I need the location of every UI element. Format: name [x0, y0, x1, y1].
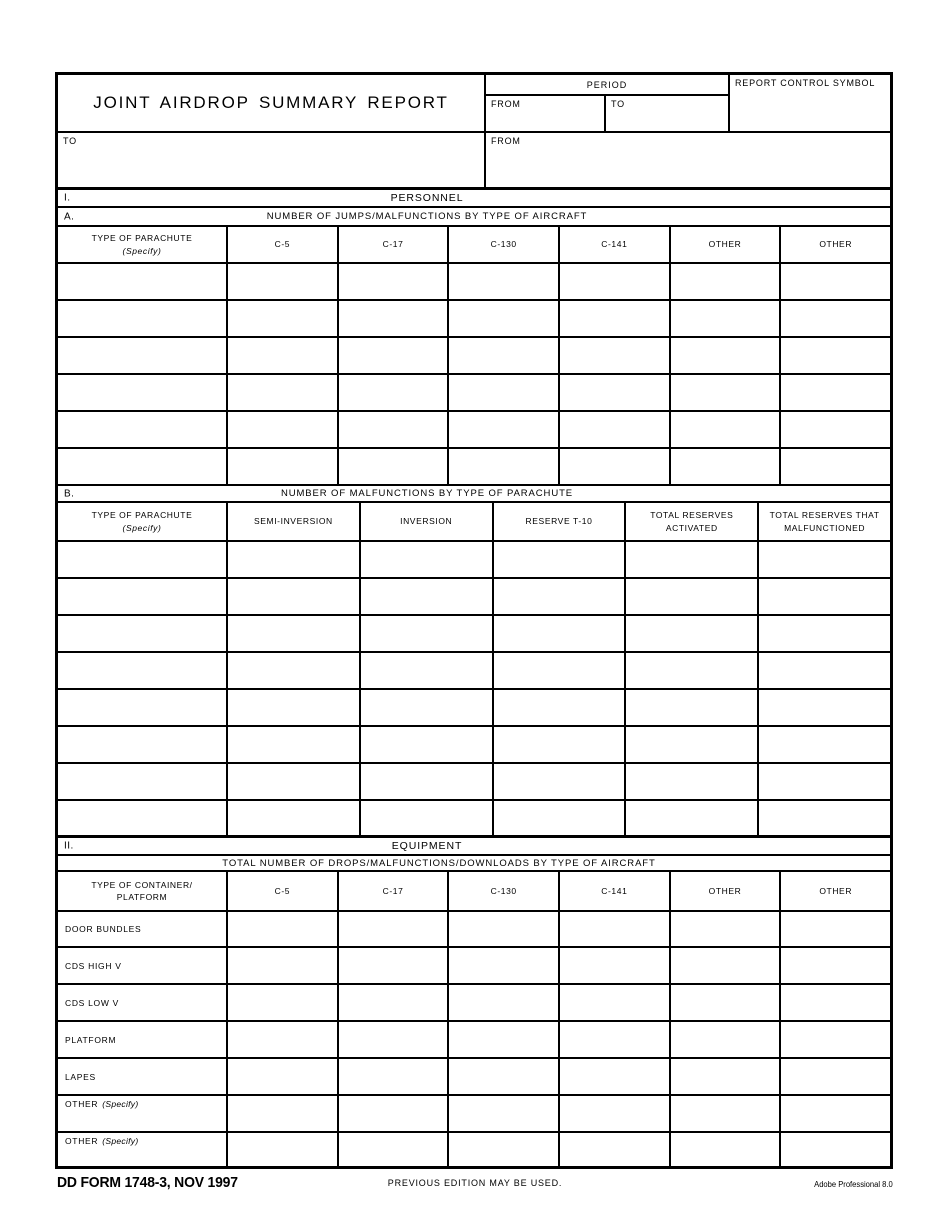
input-cell[interactable] [359, 764, 492, 799]
period-from-field[interactable] [486, 96, 606, 131]
edition-note: PREVIOUS EDITION MAY BE USED. [387, 1178, 563, 1188]
input-cell[interactable] [669, 1096, 780, 1131]
input-cell[interactable] [447, 1059, 558, 1094]
parachute-type-cell[interactable] [58, 412, 226, 447]
equipment-row-platform [58, 1022, 890, 1059]
input-cell[interactable] [779, 1133, 890, 1166]
input-cell[interactable] [337, 375, 448, 410]
input-cell[interactable] [558, 1096, 669, 1131]
input-cell[interactable] [447, 375, 558, 410]
input-cell[interactable] [226, 690, 359, 725]
table-row [58, 690, 890, 727]
column-header-other-1: OTHER [669, 227, 780, 262]
input-cell[interactable] [624, 616, 757, 651]
column-header-type-of-container [58, 872, 226, 910]
input-cell[interactable] [337, 1133, 448, 1166]
table-row [58, 542, 890, 579]
input-cell[interactable] [779, 375, 890, 410]
column-header-other-2: OTHER [779, 227, 890, 262]
parachute-type-cell[interactable] [58, 579, 226, 614]
input-cell[interactable] [624, 542, 757, 577]
input-cell[interactable] [226, 1022, 337, 1057]
part-a-number: A. [64, 211, 75, 222]
equipment-row-door-bundles [58, 912, 890, 948]
row-label-text: CDS HIGH V [65, 960, 122, 971]
table-row [58, 653, 890, 690]
parachute-type-cell[interactable] [58, 690, 226, 725]
section-2-header [58, 838, 890, 856]
input-cell[interactable] [558, 375, 669, 410]
dd-form-1748-3 [55, 72, 893, 1169]
parachute-type-cell[interactable] [58, 727, 226, 762]
column-header-c17: C-17 [337, 872, 448, 910]
input-cell[interactable] [226, 1059, 337, 1094]
input-cell[interactable] [337, 449, 448, 484]
column-header-type-of-parachute [58, 503, 226, 540]
to-label: TO [63, 136, 77, 146]
column-header-c141: C-141 [558, 227, 669, 262]
section-1-header [58, 190, 890, 208]
input-cell[interactable] [558, 948, 669, 983]
parachute-type-cell[interactable] [58, 338, 226, 373]
column-header-reserve-t10: RESERVE T-10 [492, 503, 625, 540]
input-cell[interactable] [226, 449, 337, 484]
row-header-line2: PLATFORM [116, 892, 168, 902]
input-cell[interactable] [492, 801, 625, 835]
input-cell[interactable] [447, 412, 558, 447]
input-cell[interactable] [669, 264, 780, 299]
to-field[interactable] [58, 133, 486, 187]
column-header-semi-inversion: SEMI-INVERSION [226, 503, 359, 540]
column-header-c5: C-5 [226, 872, 337, 910]
input-cell[interactable] [226, 948, 337, 983]
input-cell[interactable] [337, 301, 448, 336]
section-2-title: EQUIPMENT [391, 840, 463, 852]
input-cell[interactable] [669, 912, 780, 946]
period-section [486, 75, 730, 131]
input-cell[interactable] [757, 764, 890, 799]
equipment-row-other-2 [58, 1133, 890, 1166]
table-row [58, 579, 890, 616]
input-cell[interactable] [558, 1133, 669, 1166]
input-cell[interactable] [226, 264, 337, 299]
input-cell[interactable] [669, 449, 780, 484]
parachute-type-cell[interactable] [58, 301, 226, 336]
input-cell[interactable] [447, 1096, 558, 1131]
parachute-type-cell[interactable] [58, 801, 226, 835]
row-header-line1: TYPE OF PARACHUTE [91, 510, 193, 521]
input-cell[interactable] [779, 449, 890, 484]
input-cell[interactable] [337, 1096, 448, 1131]
input-cell[interactable] [226, 764, 359, 799]
part-a-column-headers [58, 227, 890, 264]
row-header-line1: TYPE OF PARACHUTE [91, 233, 193, 244]
input-cell[interactable] [558, 985, 669, 1020]
input-cell[interactable] [779, 1059, 890, 1094]
input-cell[interactable] [558, 449, 669, 484]
row-label [58, 985, 226, 1020]
table-row [58, 338, 890, 375]
input-cell[interactable] [669, 985, 780, 1020]
input-cell[interactable] [492, 690, 625, 725]
input-cell[interactable] [757, 653, 890, 688]
row-label-specify: (Specify) [102, 1136, 139, 1146]
equipment-row-other-1 [58, 1096, 890, 1133]
section-1-number: I. [64, 192, 71, 204]
column-header-c141: C-141 [558, 872, 669, 910]
input-cell[interactable] [359, 542, 492, 577]
row-label-specify: (Specify) [102, 1099, 139, 1109]
input-cell[interactable] [669, 1059, 780, 1094]
input-cell[interactable] [779, 948, 890, 983]
row-label [58, 1133, 226, 1166]
row-header-line2: (Specify) [122, 245, 162, 256]
row-label-text: PLATFORM [65, 1034, 117, 1045]
table-row [58, 764, 890, 801]
input-cell[interactable] [558, 1022, 669, 1057]
input-cell[interactable] [669, 1133, 780, 1166]
input-cell[interactable] [624, 579, 757, 614]
input-cell[interactable] [669, 301, 780, 336]
report-control-symbol-field[interactable] [730, 75, 890, 131]
column-header-other-2: OTHER [779, 872, 890, 910]
from-label: FROM [491, 136, 521, 146]
input-cell[interactable] [757, 801, 890, 835]
section-2-subtitle-bar [58, 856, 890, 872]
input-cell[interactable] [226, 801, 359, 835]
input-cell[interactable] [226, 985, 337, 1020]
input-cell[interactable] [624, 764, 757, 799]
input-cell[interactable] [757, 727, 890, 762]
input-cell[interactable] [669, 948, 780, 983]
input-cell[interactable] [337, 985, 448, 1020]
input-cell[interactable] [447, 449, 558, 484]
address-block [58, 133, 890, 190]
input-cell[interactable] [492, 616, 625, 651]
period-fields [486, 96, 728, 131]
row-label [58, 948, 226, 983]
input-cell[interactable] [669, 1022, 780, 1057]
input-cell[interactable] [226, 375, 337, 410]
input-cell[interactable] [624, 653, 757, 688]
input-cell[interactable] [226, 727, 359, 762]
input-cell[interactable] [669, 338, 780, 373]
form-header [58, 75, 890, 133]
part-b-header [58, 486, 890, 503]
input-cell[interactable] [492, 764, 625, 799]
input-cell[interactable] [492, 653, 625, 688]
part-b-number: B. [64, 488, 75, 499]
equipment-row-cds-low-v [58, 985, 890, 1022]
input-cell[interactable] [447, 912, 558, 946]
input-cell[interactable] [757, 616, 890, 651]
column-header-total-reserves-activated: TOTAL RESERVES ACTIVATED [624, 503, 757, 540]
column-header-c130: C-130 [447, 227, 558, 262]
input-cell[interactable] [447, 985, 558, 1020]
row-label [58, 912, 226, 946]
input-cell[interactable] [226, 653, 359, 688]
equipment-row-lapes [58, 1059, 890, 1096]
parachute-type-cell[interactable] [58, 764, 226, 799]
input-cell[interactable] [447, 948, 558, 983]
period-to-label: TO [611, 99, 625, 109]
input-cell[interactable] [359, 579, 492, 614]
input-cell[interactable] [492, 542, 625, 577]
input-cell[interactable] [558, 1059, 669, 1094]
parachute-type-cell[interactable] [58, 449, 226, 484]
input-cell[interactable] [779, 264, 890, 299]
row-label [58, 1022, 226, 1057]
part-b-grid [58, 542, 890, 838]
row-header-line1: TYPE OF CONTAINER/ [91, 879, 193, 890]
period-from-label: FROM [491, 99, 521, 109]
input-cell[interactable] [359, 801, 492, 835]
section-1-title: PERSONNEL [390, 192, 464, 204]
input-cell[interactable] [226, 1096, 337, 1131]
input-cell[interactable] [624, 801, 757, 835]
column-header-c130: C-130 [447, 872, 558, 910]
parachute-type-cell[interactable] [58, 653, 226, 688]
input-cell[interactable] [779, 912, 890, 946]
input-cell[interactable] [492, 579, 625, 614]
input-cell[interactable] [337, 1022, 448, 1057]
input-cell[interactable] [226, 616, 359, 651]
row-label-text: OTHER [65, 1099, 99, 1109]
input-cell[interactable] [779, 338, 890, 373]
row-label-text: CDS LOW V [65, 997, 120, 1008]
input-cell[interactable] [447, 301, 558, 336]
table-row [58, 801, 890, 838]
input-cell[interactable] [359, 616, 492, 651]
input-cell[interactable] [226, 1133, 337, 1166]
input-cell[interactable] [337, 338, 448, 373]
parachute-type-cell[interactable] [58, 264, 226, 299]
column-header-total-reserves-malfunctioned: TOTAL RESERVES THAT MALFUNCTIONED [757, 503, 890, 540]
input-cell[interactable] [226, 912, 337, 946]
section-2-subtitle: TOTAL NUMBER OF DROPS/MALFUNCTIONS/DOWNLOADS BY TYPE OF AIRCRAFT [222, 857, 656, 869]
input-cell[interactable] [757, 579, 890, 614]
column-header-type-of-parachute [58, 227, 226, 262]
input-cell[interactable] [226, 542, 359, 577]
input-cell[interactable] [779, 985, 890, 1020]
row-label [58, 1059, 226, 1094]
input-cell[interactable] [624, 727, 757, 762]
input-cell[interactable] [359, 727, 492, 762]
input-cell[interactable] [558, 338, 669, 373]
input-cell[interactable] [447, 1133, 558, 1166]
parachute-type-cell[interactable] [58, 542, 226, 577]
form-number: DD FORM 1748-3, NOV 1997 [57, 1174, 238, 1191]
column-header-inversion: INVERSION [359, 503, 492, 540]
section-2-column-headers [58, 872, 890, 912]
input-cell[interactable] [226, 579, 359, 614]
column-header-other-1: OTHER [669, 872, 780, 910]
part-a-header [58, 208, 890, 227]
input-cell[interactable] [558, 264, 669, 299]
row-label-text: LAPES [65, 1071, 96, 1082]
input-cell[interactable] [337, 1059, 448, 1094]
input-cell[interactable] [558, 912, 669, 946]
parachute-type-cell[interactable] [58, 616, 226, 651]
row-label-text: DOOR BUNDLES [65, 924, 142, 934]
input-cell[interactable] [779, 1096, 890, 1131]
table-row [58, 727, 890, 764]
input-cell[interactable] [226, 338, 337, 373]
input-cell[interactable] [757, 690, 890, 725]
input-cell[interactable] [779, 412, 890, 447]
period-to-field[interactable] [606, 96, 728, 131]
input-cell[interactable] [558, 412, 669, 447]
table-row [58, 264, 890, 301]
input-cell[interactable] [359, 653, 492, 688]
column-header-c17: C-17 [337, 227, 448, 262]
row-header-line2: (Specify) [122, 522, 162, 533]
software-credit: Adobe Professional 8.0 [814, 1180, 893, 1189]
row-label [58, 1096, 226, 1131]
input-cell[interactable] [337, 912, 448, 946]
input-cell[interactable] [558, 301, 669, 336]
input-cell[interactable] [779, 301, 890, 336]
input-cell[interactable] [447, 338, 558, 373]
parachute-type-cell[interactable] [58, 375, 226, 410]
table-row [58, 375, 890, 412]
input-cell[interactable] [779, 1022, 890, 1057]
part-a-grid [58, 264, 890, 486]
row-label-text: OTHER [65, 1136, 99, 1146]
from-field[interactable] [486, 133, 890, 187]
section-2-number: II. [64, 840, 74, 852]
input-cell[interactable] [226, 301, 337, 336]
input-cell[interactable] [359, 690, 492, 725]
input-cell[interactable] [226, 412, 337, 447]
table-row [58, 412, 890, 449]
input-cell[interactable] [492, 727, 625, 762]
input-cell[interactable] [669, 412, 780, 447]
table-row [58, 301, 890, 338]
equipment-row-cds-high-v [58, 948, 890, 985]
column-header-c5: C-5 [226, 227, 337, 262]
table-row [58, 449, 890, 486]
table-row [58, 616, 890, 653]
input-cell[interactable] [447, 264, 558, 299]
input-cell[interactable] [624, 690, 757, 725]
part-b-title: NUMBER OF MALFUNCTIONS BY TYPE OF PARACHUTE [280, 488, 574, 499]
part-a-title: NUMBER OF JUMPS/MALFUNCTIONS BY TYPE OF AIRCRAFT [266, 211, 588, 222]
input-cell[interactable] [447, 1022, 558, 1057]
input-cell[interactable] [757, 542, 890, 577]
form-title: JOINT AIRDROP SUMMARY REPORT [58, 75, 486, 131]
input-cell[interactable] [337, 264, 448, 299]
input-cell[interactable] [669, 375, 780, 410]
input-cell[interactable] [337, 948, 448, 983]
report-control-symbol-label: REPORT CONTROL SYMBOL [735, 78, 876, 88]
period-label: PERIOD [486, 75, 728, 96]
input-cell[interactable] [337, 412, 448, 447]
part-b-column-headers [58, 503, 890, 542]
